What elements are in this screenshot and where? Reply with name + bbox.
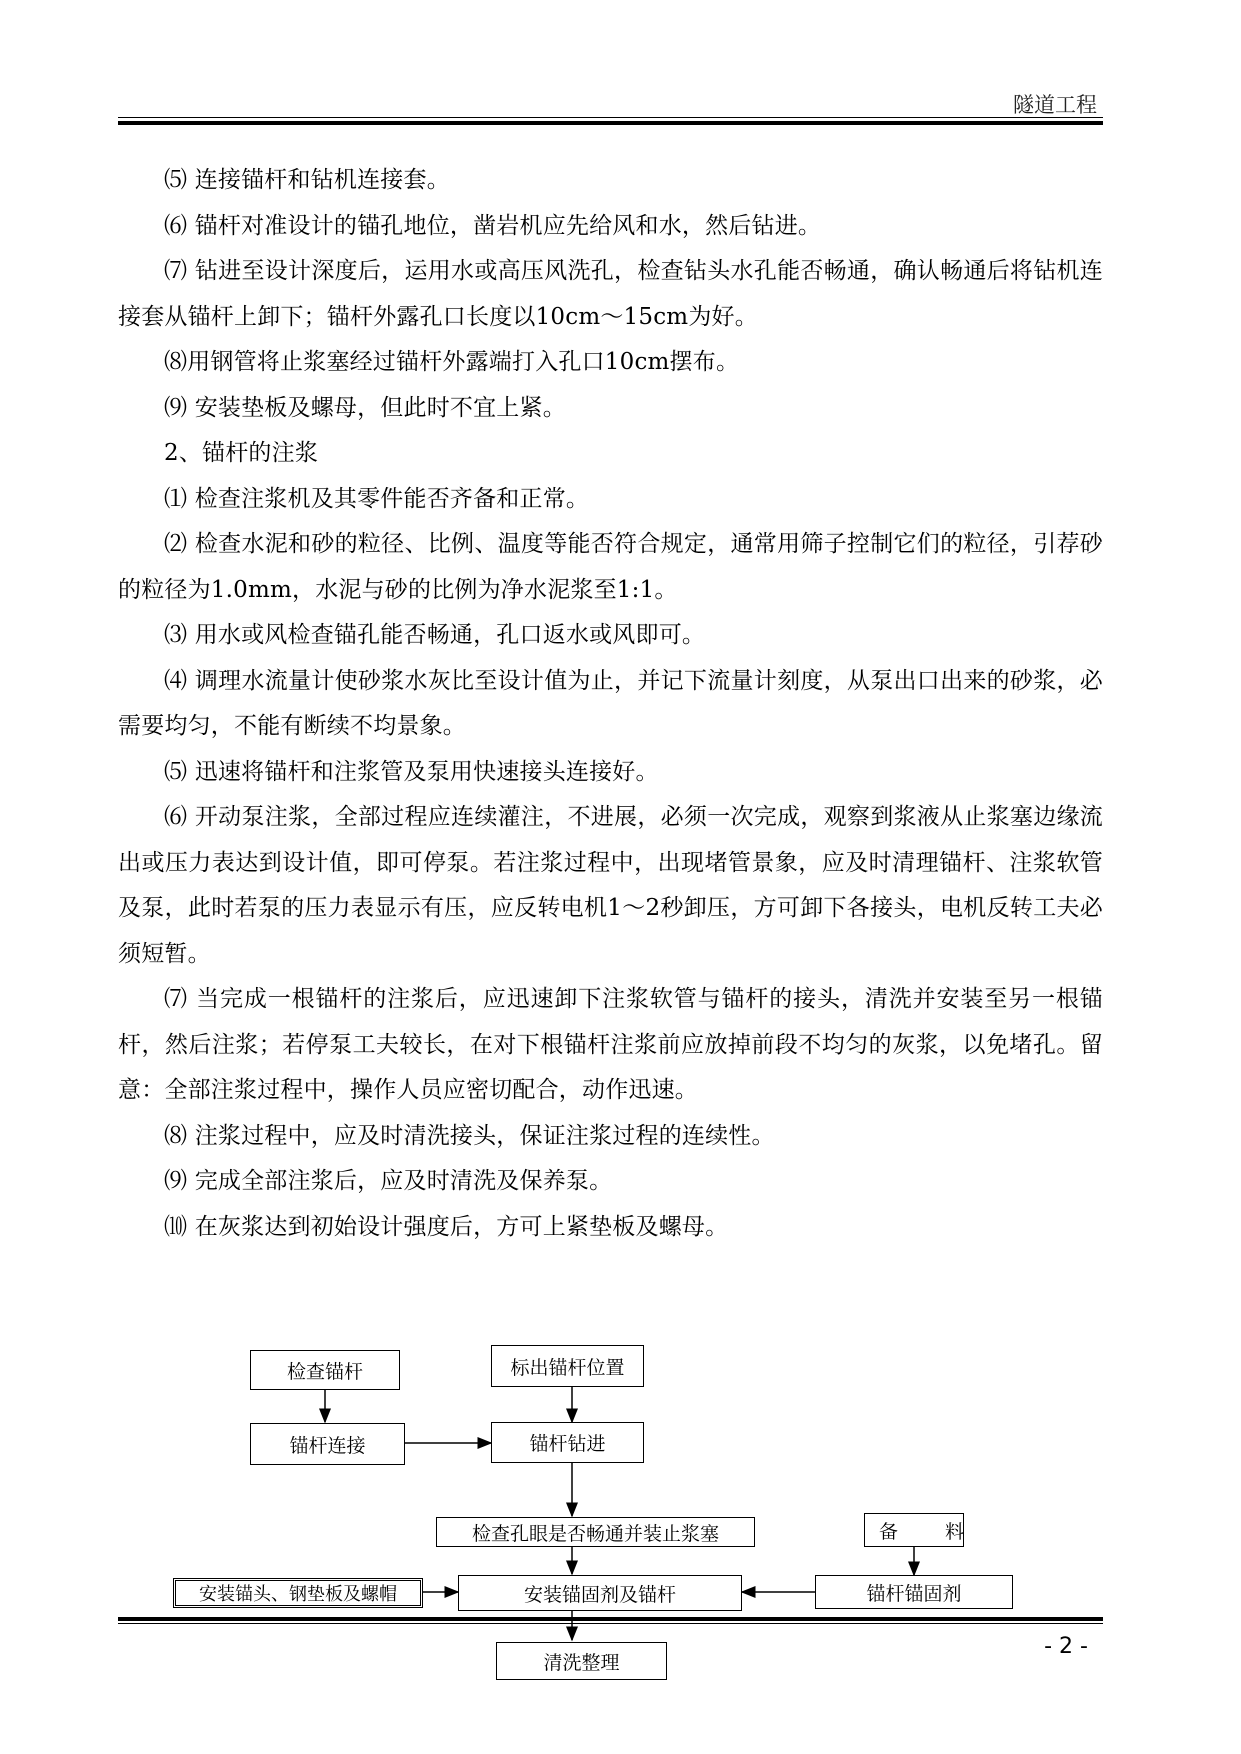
paragraph: ⑹ 锚杆对准设计的锚孔地位，凿岩机应先给风和水，然后钻进。 <box>164 212 822 239</box>
flow-box-anchor-agent: 锚杆锚固剂 <box>815 1575 1013 1609</box>
flow-box-anchor-drill: 锚杆钻进 <box>491 1422 644 1463</box>
flow-box-prepare-material: 备 料 <box>864 1513 964 1547</box>
header-title: 隧道工程 <box>1013 93 1097 117</box>
flow-box-install-anchor-head: 安装锚头、钢垫板及螺帽 <box>173 1578 423 1608</box>
flow-box-install-agent: 安装锚固剂及锚杆 <box>458 1575 742 1611</box>
paragraph: ⑽ 在灰浆达到初始设计强度后，方可上紧垫板及螺母。 <box>164 1213 729 1240</box>
flow-box-anchor-connect: 锚杆连接 <box>250 1423 405 1465</box>
paragraph: ⑷ 调理水流量计使砂浆水灰比至设计值为止，并记下流量计刻度，从泵出口出来的砂浆，必需要均匀，不能有断续不均景象。 <box>118 667 1103 739</box>
footer-rule-thin <box>118 1623 1103 1624</box>
footer-rule-thick <box>118 1617 1103 1621</box>
paragraph: ⑸ 连接锚杆和钻机连接套。 <box>164 167 450 193</box>
flow-box-check-anchor: 检查锚杆 <box>250 1350 400 1390</box>
paragraph: ⑺ 当完成一根锚杆的注浆后，应迅速卸下注浆软管与锚杆的接头，清洗并安装至另一根锚杆，然后注浆；若停泵工夫较长，在对下根锚杆注浆前应放掉前段不均匀的灰浆，以免堵孔。留意：全部注浆过程中，操作人员应密切配合，动作迅速。 <box>118 986 1103 1103</box>
flow-box-clean-up: 清洗整理 <box>496 1642 667 1680</box>
page-number: - 2 - <box>1044 1634 1088 1659</box>
flow-box-mark-position: 标出锚杆位置 <box>491 1345 644 1387</box>
section-heading: 2、锚杆的注浆 <box>164 440 319 466</box>
paragraph: ⑸ 迅速将锚杆和注浆管及泵用快速接头连接好。 <box>164 758 659 785</box>
paragraph: ⑹ 开动泵注浆，全部过程应连续灌注，不进展，必须一次完成，观察到浆液从止浆塞边缘流出或压力表达到设计值，即可停泵。若注浆过程中，出现堵管景象，应及时清理锚杆、注浆软管及泵，此时若泵的压力表显示有压，应反转电机1～2秒卸压，方可卸下各接头，电机反转工夫必须短暂。 <box>118 804 1103 967</box>
paragraph: ⑶ 用水或风检查锚孔能否畅通，孔口返水或风即可。 <box>164 622 706 648</box>
paragraph: ⑻用钢管将止浆塞经过锚杆外露端打入孔口10cm摆布。 <box>164 349 740 375</box>
flow-box-check-hole: 检查孔眼是否畅通并装止浆塞 <box>436 1517 755 1547</box>
paragraph: ⑻ 注浆过程中，应及时清洗接头，保证注浆过程的连续性。 <box>164 1122 775 1149</box>
paragraph: ⑴ 检查注浆机及其零件能否齐备和正常。 <box>164 485 590 512</box>
paragraph: ⑵ 检查水泥和砂的粒径、比例、温度等能否符合规定，通常用筛子控制它们的粒径，引荐砂的粒径为1.0mm，水泥与砂的比例为净水泥浆至1:1。 <box>118 531 1103 603</box>
paragraph: ⑺ 钻进至设计深度后，运用水或高压风洗孔，检查钻头水孔能否畅通，确认畅通后将钻机连接套从锚杆上卸下；锚杆外露孔口长度以10cm～15cm为好。 <box>118 258 1103 330</box>
paragraph: ⑼ 安装垫板及螺母，但此时不宜上紧。 <box>164 394 566 421</box>
paragraph: ⑼ 完成全部注浆后，应及时清洗及保养泵。 <box>164 1168 613 1194</box>
